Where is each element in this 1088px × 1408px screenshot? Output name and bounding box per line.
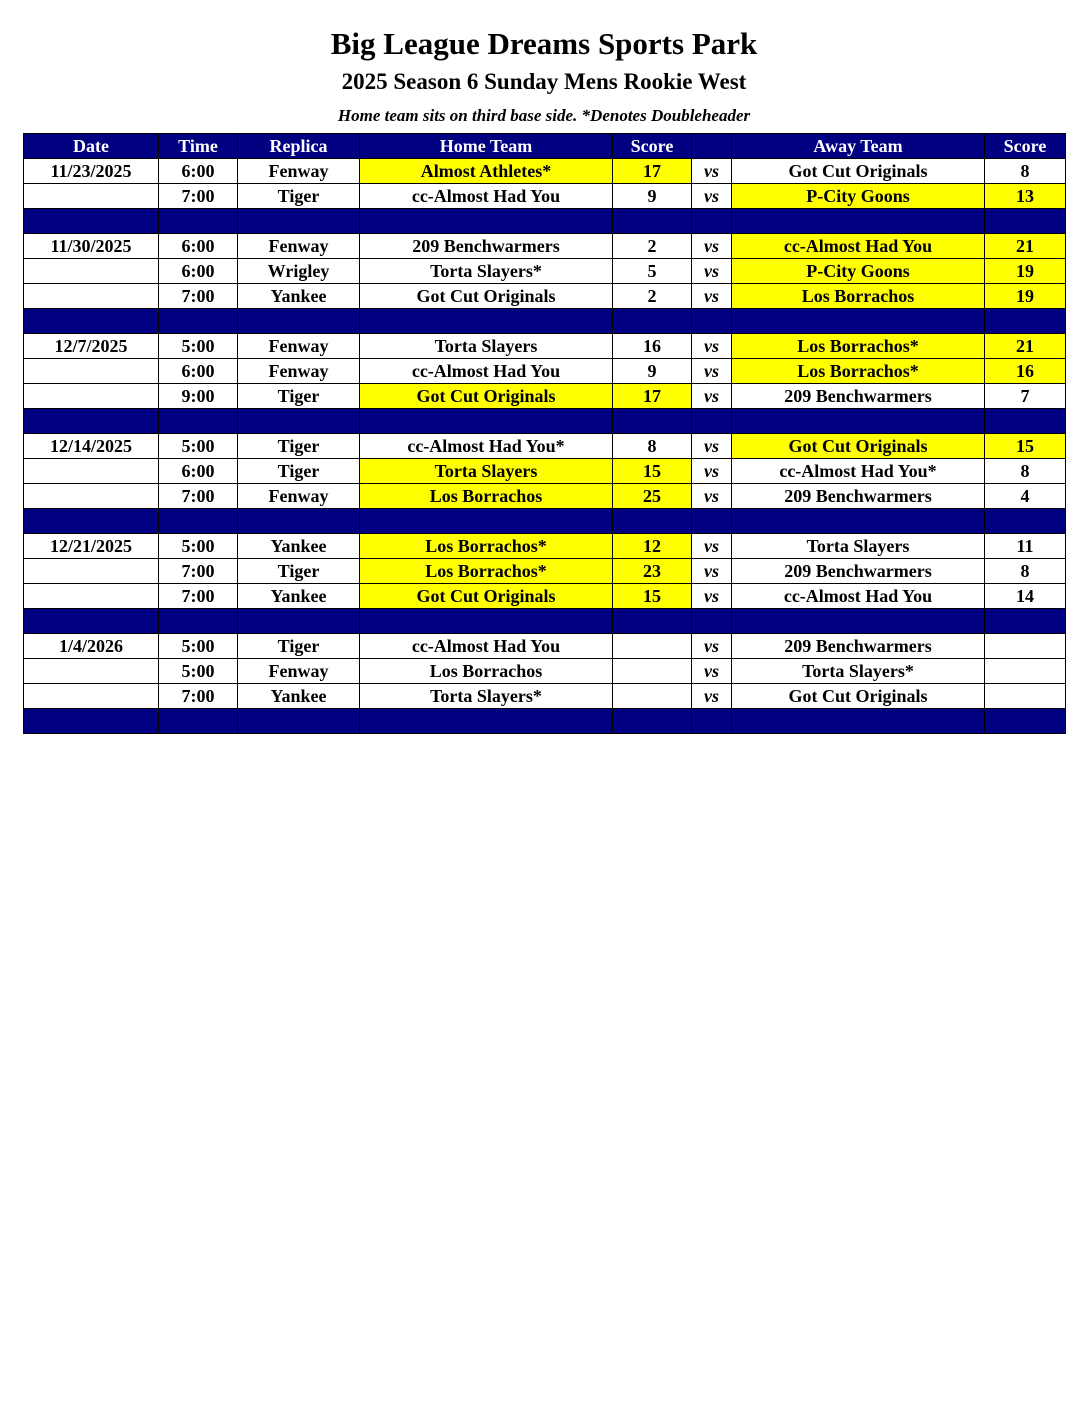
separator-cell: [360, 409, 613, 434]
game-time: 5:00: [159, 334, 238, 359]
separator-cell: [613, 409, 692, 434]
separator-cell: [360, 609, 613, 634]
home-score: 9: [613, 184, 692, 209]
vs-label: vs: [692, 159, 732, 184]
separator-cell: [24, 309, 159, 334]
home-score: [613, 684, 692, 709]
home-score: [613, 659, 692, 684]
separator-cell: [238, 409, 360, 434]
game-date: [24, 584, 159, 609]
home-score: 16: [613, 334, 692, 359]
separator-cell: [613, 509, 692, 534]
game-replica: Fenway: [238, 334, 360, 359]
game-replica: Tiger: [238, 459, 360, 484]
away-score: 13: [985, 184, 1066, 209]
game-row: [24, 559, 1066, 584]
game-row: [24, 484, 1066, 509]
away-score: 19: [985, 259, 1066, 284]
home-score: 25: [613, 484, 692, 509]
game-date: 12/21/2025: [24, 534, 159, 559]
home-score: 15: [613, 584, 692, 609]
separator-cell: [24, 409, 159, 434]
game-replica: Tiger: [238, 384, 360, 409]
home-team: cc-Almost Had You: [360, 184, 613, 209]
separator-cell: [985, 209, 1066, 234]
separator-cell: [24, 209, 159, 234]
game-date: 12/14/2025: [24, 434, 159, 459]
separator-cell: [159, 409, 238, 434]
home-team: Los Borrachos*: [360, 534, 613, 559]
separator-cell: [692, 609, 732, 634]
game-replica: Fenway: [238, 159, 360, 184]
home-score: 15: [613, 459, 692, 484]
home-team: Got Cut Originals: [360, 584, 613, 609]
game-date: [24, 459, 159, 484]
away-team: Los Borrachos: [732, 284, 985, 309]
game-date: 12/7/2025: [24, 334, 159, 359]
header-row: [24, 134, 1066, 159]
game-time: 6:00: [159, 259, 238, 284]
home-team: Los Borrachos: [360, 484, 613, 509]
separator-cell: [613, 609, 692, 634]
vs-label: vs: [692, 259, 732, 284]
game-time: 5:00: [159, 534, 238, 559]
game-date: [24, 559, 159, 584]
game-replica: Yankee: [238, 584, 360, 609]
separator-cell: [24, 509, 159, 534]
game-row: [24, 459, 1066, 484]
game-row: [24, 359, 1066, 384]
page-subtitle: 2025 Season 6 Sunday Mens Rookie West: [341, 69, 747, 94]
separator-cell: [238, 609, 360, 634]
game-time: 5:00: [159, 634, 238, 659]
separator-cell: [692, 409, 732, 434]
home-team: Torta Slayers*: [360, 684, 613, 709]
game-row: [24, 334, 1066, 359]
home-team: Got Cut Originals: [360, 284, 613, 309]
game-date: [24, 284, 159, 309]
separator-cell: [159, 309, 238, 334]
game-row: [24, 584, 1066, 609]
vs-label: vs: [692, 459, 732, 484]
separator-cell: [24, 709, 159, 734]
game-replica: Tiger: [238, 434, 360, 459]
game-row: [24, 159, 1066, 184]
separator-cell: [985, 409, 1066, 434]
away-score: 8: [985, 159, 1066, 184]
home-team: cc-Almost Had You: [360, 359, 613, 384]
week-separator-row: [24, 409, 1066, 434]
game-time: 5:00: [159, 659, 238, 684]
vs-label: vs: [692, 184, 732, 209]
away-score: [985, 659, 1066, 684]
vs-label: vs: [692, 334, 732, 359]
home-team: Almost Athletes*: [360, 159, 613, 184]
separator-cell: [692, 709, 732, 734]
home-team: Got Cut Originals: [360, 384, 613, 409]
game-date: [24, 484, 159, 509]
away-team: P-City Goons: [732, 259, 985, 284]
vs-label: vs: [692, 434, 732, 459]
separator-cell: [360, 309, 613, 334]
away-team: Got Cut Originals: [732, 684, 985, 709]
vs-label: vs: [692, 359, 732, 384]
separator-cell: [692, 309, 732, 334]
home-team: cc-Almost Had You*: [360, 434, 613, 459]
vs-label: vs: [692, 384, 732, 409]
separator-cell: [24, 609, 159, 634]
away-team: Los Borrachos*: [732, 359, 985, 384]
game-date: 1/4/2026: [24, 634, 159, 659]
separator-cell: [985, 709, 1066, 734]
away-score: 14: [985, 584, 1066, 609]
game-time: 7:00: [159, 584, 238, 609]
game-row: [24, 659, 1066, 684]
home-team: 209 Benchwarmers: [360, 234, 613, 259]
column-header-date: Date: [24, 134, 159, 159]
away-team: Got Cut Originals: [732, 159, 985, 184]
game-replica: Wrigley: [238, 259, 360, 284]
away-score: [985, 634, 1066, 659]
vs-label: vs: [692, 684, 732, 709]
vs-label: vs: [692, 484, 732, 509]
separator-cell: [732, 509, 985, 534]
separator-cell: [732, 309, 985, 334]
separator-cell: [985, 309, 1066, 334]
home-score: 5: [613, 259, 692, 284]
game-time: 7:00: [159, 184, 238, 209]
away-score: 7: [985, 384, 1066, 409]
separator-cell: [985, 509, 1066, 534]
game-row: [24, 234, 1066, 259]
separator-cell: [238, 509, 360, 534]
game-replica: Yankee: [238, 534, 360, 559]
home-score: 12: [613, 534, 692, 559]
game-time: 6:00: [159, 359, 238, 384]
separator-cell: [692, 509, 732, 534]
separator-cell: [732, 409, 985, 434]
away-team: 209 Benchwarmers: [732, 559, 985, 584]
column-header-vs: [692, 134, 732, 159]
game-replica: Fenway: [238, 484, 360, 509]
vs-label: vs: [692, 634, 732, 659]
game-date: [24, 184, 159, 209]
home-team: cc-Almost Had You: [360, 634, 613, 659]
game-replica: Fenway: [238, 234, 360, 259]
home-score: 17: [613, 384, 692, 409]
away-team: Got Cut Originals: [732, 434, 985, 459]
separator-cell: [732, 709, 985, 734]
away-team: 209 Benchwarmers: [732, 484, 985, 509]
away-team: P-City Goons: [732, 184, 985, 209]
game-replica: Fenway: [238, 359, 360, 384]
schedule-body: [24, 159, 1066, 734]
home-team: Torta Slayers: [360, 334, 613, 359]
game-row: [24, 634, 1066, 659]
away-score: 15: [985, 434, 1066, 459]
column-header-away-score: Score: [985, 134, 1066, 159]
game-time: 6:00: [159, 234, 238, 259]
home-score: 2: [613, 284, 692, 309]
separator-cell: [732, 609, 985, 634]
vs-label: vs: [692, 659, 732, 684]
away-team: Torta Slayers*: [732, 659, 985, 684]
game-time: 7:00: [159, 684, 238, 709]
game-replica: Fenway: [238, 659, 360, 684]
game-replica: Tiger: [238, 184, 360, 209]
schedule-table: [23, 133, 1066, 734]
game-row: [24, 259, 1066, 284]
week-separator-row: [24, 709, 1066, 734]
away-team: Torta Slayers: [732, 534, 985, 559]
game-date: [24, 359, 159, 384]
away-score: 11: [985, 534, 1066, 559]
away-score: 4: [985, 484, 1066, 509]
game-row: [24, 534, 1066, 559]
separator-cell: [238, 209, 360, 234]
game-time: 6:00: [159, 459, 238, 484]
away-score: [985, 684, 1066, 709]
home-score: 8: [613, 434, 692, 459]
column-header-away-team: Away Team: [732, 134, 985, 159]
game-date: 11/23/2025: [24, 159, 159, 184]
game-time: 7:00: [159, 284, 238, 309]
separator-cell: [159, 709, 238, 734]
away-score: 16: [985, 359, 1066, 384]
separator-cell: [985, 609, 1066, 634]
separator-cell: [613, 709, 692, 734]
separator-cell: [613, 209, 692, 234]
away-team: cc-Almost Had You*: [732, 459, 985, 484]
home-team: Los Borrachos*: [360, 559, 613, 584]
home-score: 23: [613, 559, 692, 584]
game-replica: Tiger: [238, 559, 360, 584]
game-row: [24, 284, 1066, 309]
separator-cell: [159, 209, 238, 234]
home-score: 9: [613, 359, 692, 384]
column-header-home-team: Home Team: [360, 134, 613, 159]
game-date: [24, 259, 159, 284]
game-date: 11/30/2025: [24, 234, 159, 259]
game-replica: Yankee: [238, 684, 360, 709]
game-row: [24, 684, 1066, 709]
schedule-note: Home team sits on third base side. *Denotes Doubleheader: [337, 106, 751, 125]
away-score: 21: [985, 234, 1066, 259]
game-row: [24, 184, 1066, 209]
game-date: [24, 384, 159, 409]
away-team: cc-Almost Had You: [732, 584, 985, 609]
game-replica: Yankee: [238, 284, 360, 309]
separator-cell: [360, 709, 613, 734]
vs-label: vs: [692, 234, 732, 259]
away-team: 209 Benchwarmers: [732, 384, 985, 409]
vs-label: vs: [692, 559, 732, 584]
home-score: 17: [613, 159, 692, 184]
vs-label: vs: [692, 534, 732, 559]
week-separator-row: [24, 309, 1066, 334]
game-row: [24, 384, 1066, 409]
away-team: Los Borrachos*: [732, 334, 985, 359]
away-score: 8: [985, 559, 1066, 584]
column-header-home-score: Score: [613, 134, 692, 159]
home-team: Torta Slayers*: [360, 259, 613, 284]
separator-cell: [360, 509, 613, 534]
game-date: [24, 684, 159, 709]
separator-cell: [732, 209, 985, 234]
week-separator-row: [24, 209, 1066, 234]
column-header-time: Time: [159, 134, 238, 159]
game-date: [24, 659, 159, 684]
page-title: Big League Dreams Sports Park: [330, 26, 758, 61]
game-time: 6:00: [159, 159, 238, 184]
home-score: 2: [613, 234, 692, 259]
home-score: [613, 634, 692, 659]
separator-cell: [238, 709, 360, 734]
separator-cell: [159, 609, 238, 634]
vs-label: vs: [692, 584, 732, 609]
game-time: 9:00: [159, 384, 238, 409]
game-replica: Tiger: [238, 634, 360, 659]
home-team: Los Borrachos: [360, 659, 613, 684]
game-row: [24, 434, 1066, 459]
separator-cell: [613, 309, 692, 334]
separator-cell: [159, 509, 238, 534]
vs-label: vs: [692, 284, 732, 309]
away-score: 19: [985, 284, 1066, 309]
game-time: 5:00: [159, 434, 238, 459]
separator-cell: [238, 309, 360, 334]
home-team: Torta Slayers: [360, 459, 613, 484]
game-time: 7:00: [159, 484, 238, 509]
separator-cell: [360, 209, 613, 234]
away-team: cc-Almost Had You: [732, 234, 985, 259]
game-time: 7:00: [159, 559, 238, 584]
column-header-replica: Replica: [238, 134, 360, 159]
separator-cell: [692, 209, 732, 234]
away-score: 21: [985, 334, 1066, 359]
away-score: 8: [985, 459, 1066, 484]
week-separator-row: [24, 509, 1066, 534]
away-team: 209 Benchwarmers: [732, 634, 985, 659]
week-separator-row: [24, 609, 1066, 634]
